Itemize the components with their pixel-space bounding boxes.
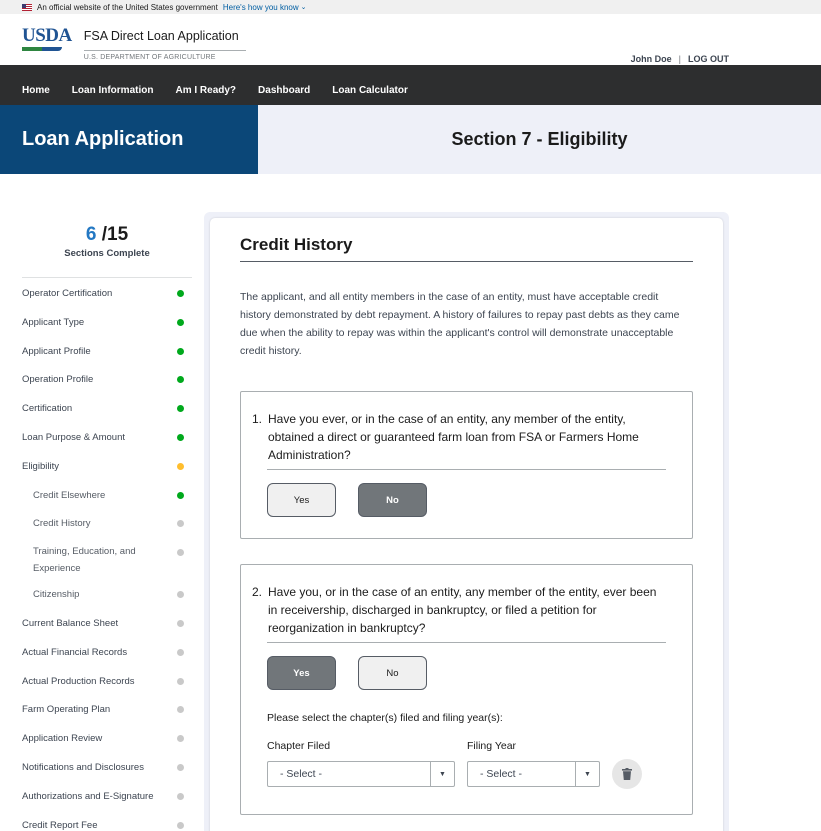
q1-no-button[interactable]: No bbox=[358, 483, 427, 517]
chapter-filed-value: - Select - bbox=[280, 768, 323, 780]
sidebar-item-label: Training, Education, and Experience bbox=[33, 546, 136, 575]
sidebar bbox=[22, 224, 192, 831]
user-name: John Doe bbox=[630, 54, 672, 64]
question-2-number: 2. bbox=[252, 585, 263, 599]
sidebar-item-label: Eligibility bbox=[22, 460, 59, 472]
sidebar-item-applicant-profile[interactable] bbox=[22, 346, 192, 375]
question-1-divider bbox=[267, 469, 666, 470]
q1-yes-button[interactable]: Yes bbox=[267, 483, 336, 517]
sidebar-item-label: Farm Operating Plan bbox=[22, 704, 111, 716]
progress-summary bbox=[22, 224, 192, 259]
sidebar-item-label: Citizenship bbox=[33, 589, 80, 601]
status-dot-green bbox=[177, 376, 184, 383]
question-2-text: Have you, or in the case of an entity, any member of the entity, ever been in receivership, discharged in bankruptcy, or filed a petition for reorganization in bankruptcy? bbox=[268, 585, 657, 635]
nav-dashboard[interactable]: Dashboard bbox=[258, 84, 311, 96]
flag-icon bbox=[22, 4, 32, 11]
question-1 bbox=[240, 391, 693, 539]
chevron-down-icon: ▼ bbox=[575, 762, 599, 786]
sidebar-item-current-balance-sheet[interactable] bbox=[22, 618, 192, 647]
hero-title: Loan Application bbox=[0, 105, 258, 174]
gov-banner-text: An official website of the United States government bbox=[37, 2, 218, 12]
status-dot-green bbox=[177, 405, 184, 412]
intro-text: The applicant, and all entity members in the case of an entity, must have acceptable credit history demonstrated by debt repayment. A history of failures to repay past debts as they came due when the ability to repay was within the applicant's control will demonstrate unacceptable credit history. bbox=[240, 291, 680, 357]
sidebar-item-label: Credit Elsewhere bbox=[33, 489, 106, 501]
chevron-down-icon[interactable]: ⌄ bbox=[300, 4, 307, 11]
sidebar-item-citizenship[interactable] bbox=[22, 589, 192, 618]
section-title: Section 7 - Eligibility bbox=[258, 105, 821, 174]
app-title: FSA Direct Loan Application bbox=[83, 29, 239, 43]
delete-row-button[interactable] bbox=[612, 759, 642, 789]
sidebar-item-label: Notifications and Disclosures bbox=[22, 761, 144, 773]
status-dot-gray bbox=[177, 520, 184, 527]
sidebar-item-label: Applicant Type bbox=[22, 316, 85, 328]
chapter-select-prompt: Please select the chapter(s) filed and filing year(s): bbox=[267, 712, 503, 724]
hero-banner bbox=[0, 105, 821, 174]
q2-no-button[interactable]: No bbox=[358, 656, 427, 690]
sections-total: /15 bbox=[101, 224, 129, 245]
sidebar-item-label: Credit History bbox=[33, 518, 91, 530]
credit-history-card bbox=[210, 218, 723, 831]
sidebar-item-operation-profile[interactable] bbox=[22, 374, 192, 403]
question-1-text: Have you ever, or in the case of an entity, any member of the entity, obtained a direct or guaranteed farm loan from FSA or Farmers Home Administration? bbox=[268, 412, 639, 462]
sidebar-item-label: Application Review bbox=[22, 733, 103, 745]
usda-logo-swoosh bbox=[22, 47, 62, 51]
sidebar-item-farm-operating-plan[interactable] bbox=[22, 704, 192, 733]
sidebar-item-notifications-and-disclosures[interactable] bbox=[22, 762, 192, 791]
filing-year-label: Filing Year bbox=[467, 740, 517, 752]
sidebar-item-application-review[interactable] bbox=[22, 733, 192, 762]
nav-home[interactable]: Home bbox=[22, 84, 50, 96]
sidebar-item-label: Operator Certification bbox=[22, 288, 113, 299]
usda-logo[interactable] bbox=[22, 27, 72, 51]
filing-year-select[interactable] bbox=[467, 761, 600, 787]
sidebar-item-label: Authorizations and E-Signature bbox=[22, 790, 154, 802]
nav-loan-information[interactable]: Loan Information bbox=[71, 84, 154, 96]
sidebar-item-label: Credit Report Fee bbox=[22, 819, 98, 831]
status-dot-green bbox=[177, 319, 184, 326]
question-2-divider bbox=[267, 642, 666, 643]
status-dot-green bbox=[177, 290, 184, 297]
sidebar-item-label: Applicant Profile bbox=[22, 345, 91, 357]
question-1-number: 1. bbox=[252, 412, 263, 426]
status-dot-green bbox=[177, 492, 184, 499]
nav-am-i-ready[interactable]: Am I Ready? bbox=[175, 84, 237, 96]
chevron-down-icon: ▼ bbox=[430, 762, 454, 786]
progress-count bbox=[22, 224, 192, 246]
user-area bbox=[631, 54, 729, 64]
chapter-filed-select[interactable] bbox=[267, 761, 455, 787]
status-dot-gray bbox=[177, 620, 184, 627]
question-2 bbox=[240, 564, 693, 815]
sidebar-item-label: Current Balance Sheet bbox=[22, 617, 119, 629]
page-title: Credit History bbox=[240, 235, 353, 254]
sidebar-item-label: Loan Purpose & Amount bbox=[22, 431, 125, 443]
status-dot-yellow bbox=[177, 463, 184, 470]
card-wrapper bbox=[204, 212, 729, 831]
q2-yes-button[interactable]: Yes bbox=[267, 656, 336, 690]
sidebar-divider bbox=[22, 277, 192, 278]
sidebar-item-authorizations-and-e-signature[interactable] bbox=[22, 791, 192, 820]
status-dot-gray bbox=[177, 649, 184, 656]
sidebar-item-label: Certification bbox=[22, 403, 73, 415]
heres-how-you-know-link[interactable]: Here's how you know bbox=[222, 2, 299, 12]
status-dot-green bbox=[177, 348, 184, 355]
sidebar-item-applicant-type[interactable] bbox=[22, 317, 192, 346]
nav-loan-calculator[interactable]: Loan Calculator bbox=[332, 84, 408, 96]
status-dot-gray bbox=[177, 764, 184, 771]
status-dot-gray bbox=[177, 549, 184, 556]
user-separator: | bbox=[678, 54, 681, 64]
main-nav bbox=[0, 65, 821, 105]
department-name: U.S. DEPARTMENT OF AGRICULTURE bbox=[84, 50, 246, 61]
logout-link[interactable]: LOG OUT bbox=[688, 54, 729, 64]
sidebar-item-label: Operation Profile bbox=[22, 374, 94, 386]
sections-done: 6 bbox=[85, 224, 97, 245]
status-dot-gray bbox=[177, 735, 184, 742]
main-content bbox=[0, 174, 821, 831]
sidebar-item-loan-purpose-amount[interactable] bbox=[22, 432, 192, 461]
title-divider bbox=[240, 261, 693, 262]
sidebar-item-credit-report-fee[interactable] bbox=[22, 820, 192, 831]
status-dot-green bbox=[177, 434, 184, 441]
sidebar-item-eligibility[interactable] bbox=[22, 461, 192, 490]
site-header bbox=[0, 14, 821, 65]
sidebar-item-credit-elsewhere[interactable] bbox=[22, 490, 192, 519]
progress-label: Sections Complete bbox=[64, 248, 150, 259]
sidebar-item-actual-financial-records[interactable] bbox=[22, 647, 192, 676]
status-dot-gray bbox=[177, 706, 184, 713]
sidebar-item-actual-production-records[interactable] bbox=[22, 676, 192, 705]
sidebar-item-label: Actual Production Records bbox=[22, 675, 135, 687]
sidebar-item-training-education-and-experience[interactable] bbox=[22, 544, 192, 589]
chapter-filed-label: Chapter Filed bbox=[267, 740, 331, 752]
status-dot-gray bbox=[177, 591, 184, 598]
status-dot-gray bbox=[177, 678, 184, 685]
status-dot-gray bbox=[177, 793, 184, 800]
usda-logo-text: USDA bbox=[22, 25, 72, 46]
sidebar-item-label: Actual Financial Records bbox=[22, 646, 128, 658]
trash-icon bbox=[622, 768, 632, 780]
sidebar-list bbox=[22, 288, 192, 831]
sidebar-item-certification[interactable] bbox=[22, 403, 192, 432]
status-dot-gray bbox=[177, 822, 184, 829]
filing-year-value: - Select - bbox=[480, 768, 523, 780]
sidebar-item-operator-certification[interactable] bbox=[22, 288, 192, 317]
gov-banner bbox=[0, 0, 821, 14]
